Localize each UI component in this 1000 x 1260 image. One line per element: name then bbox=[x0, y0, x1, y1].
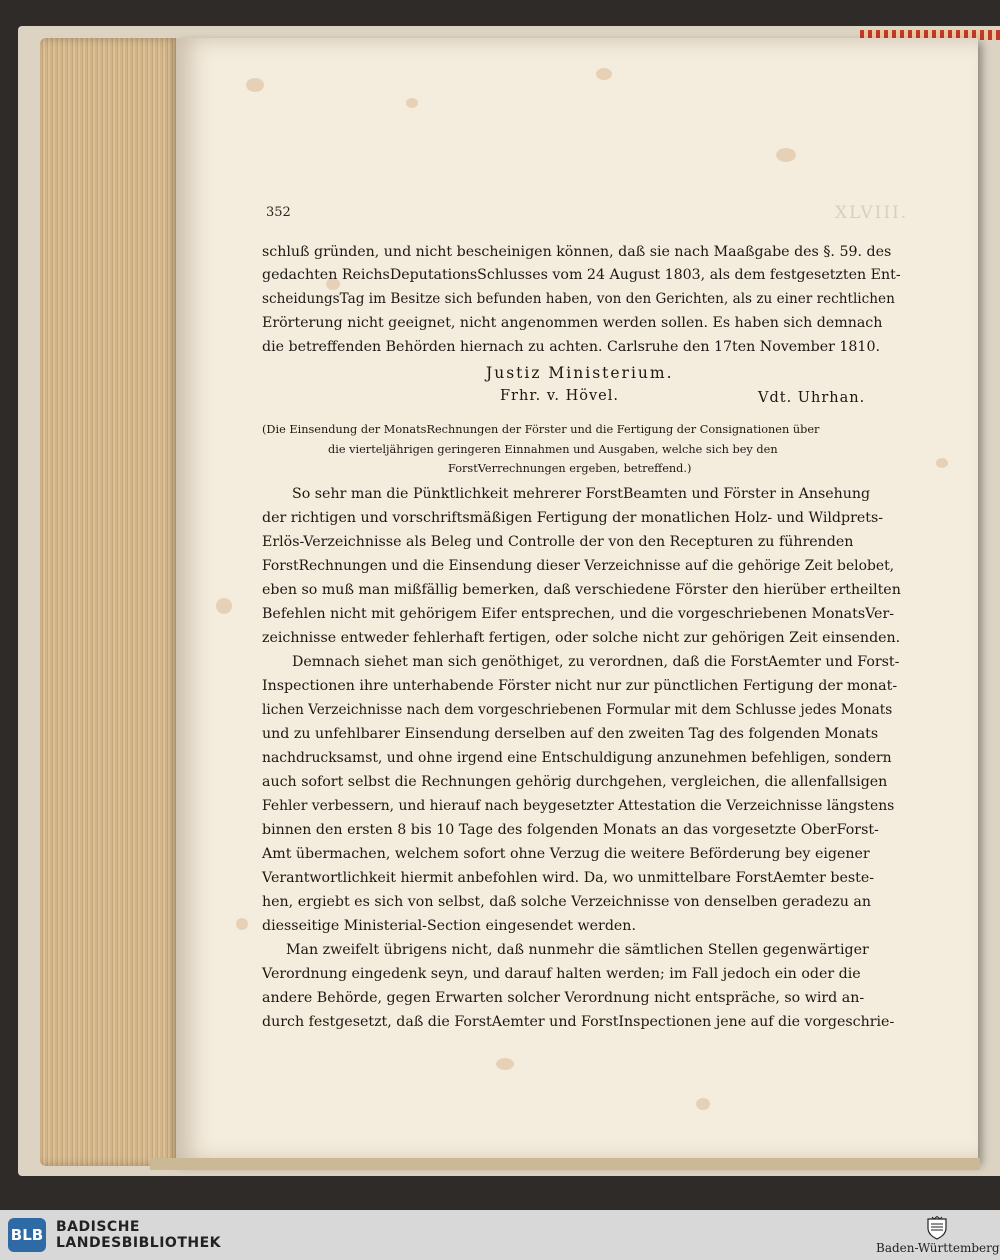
text-line: lichen Verzeichnisse nach dem vorgeschriebenen Formular mit dem Schlusse jedes Monats bbox=[262, 702, 893, 718]
text-line: durch festgesetzt, daß die ForstAemter und ForstInspectionen jene auf die vorgeschrie- bbox=[262, 1014, 895, 1030]
text-line: gedachten ReichsDeputationsSchlusses vom 24 August 1803, als dem festgesetzten Ent- bbox=[262, 267, 901, 283]
library-name-line2: LANDESBIBLIOTHEK bbox=[56, 1235, 222, 1251]
subject-line: ForstVerrechnungen ergeben, betreffend.) bbox=[448, 462, 692, 475]
text-line: Erlös-Verzeichnisse als Beleg und Controlle der von den Recepturen zu führenden bbox=[262, 534, 854, 550]
text-line: Erörterung nicht geeignet, nicht angenommen werden sollen. Es haben sich demnach bbox=[262, 315, 883, 331]
bleed-through-text: XLVIII. bbox=[835, 203, 909, 223]
countersignature: Vdt. Uhrhan. bbox=[758, 390, 866, 406]
text-line: Fehler verbessern, und hierauf nach beygesetzter Attestation die Verzeichnisse längstens bbox=[262, 798, 895, 814]
subject-line: (Die Einsendung der MonatsRechnungen der Förster und die Fertigung der Consignationen über bbox=[262, 423, 820, 436]
text-line: schluß gründen, und nicht bescheinigen können, daß sie nach Maaßgabe des §. 59. des bbox=[262, 244, 892, 260]
coat-of-arms-icon bbox=[926, 1216, 948, 1240]
text-line: Inspectionen ihre unterhabende Förster nicht nur zur pünctlichen Fertigung der monat- bbox=[262, 678, 898, 694]
library-name[interactable] bbox=[56, 1219, 221, 1251]
text-line: auch sofort selbst die Rechnungen gehörig durchgehen, vergleichen, die allenfallsigen bbox=[262, 774, 888, 790]
page-number: 352 bbox=[266, 205, 291, 220]
text-line: ForstRechnungen und die Einsendung dieser Verzeichnisse auf die gehörige Zeit belobet, bbox=[262, 558, 895, 574]
subject-line: die vierteljährigen geringeren Einnahmen und Ausgaben, welche sich bey den bbox=[328, 443, 778, 456]
blb-logo[interactable]: BLB bbox=[8, 1218, 46, 1252]
text-line: und zu unfehlbarer Einsendung derselben auf den zweiten Tag des folgenden Monats bbox=[262, 726, 879, 742]
text-line: die betreffenden Behörden hiernach zu achten. Carlsruhe den 17ten November 1810. bbox=[262, 339, 880, 355]
page-block-edge bbox=[40, 38, 180, 1166]
text-line: der richtigen und vorschriftsmäßigen Fertigung der monatlichen Holz- und Wildprets- bbox=[262, 510, 884, 526]
text-line: scheidungsTag im Besitze sich befunden haben, von den Gerichten, als zu einer rechtlichen bbox=[262, 291, 895, 307]
text-line: Verantwortlichkeit hiermit anbefohlen wird. Da, wo unmittelbare ForstAemter beste- bbox=[262, 870, 875, 886]
signatory: Frhr. v. Hövel. bbox=[500, 388, 619, 404]
text-line: So sehr man die Pünktlichkeit mehrerer ForstBeamten und Förster in Ansehung bbox=[292, 486, 871, 502]
page-bottom-edge bbox=[150, 1158, 980, 1170]
text-line: Befehlen nicht mit gehörigem Eifer entsprechen, und die vorgeschriebenen MonatsVer- bbox=[262, 606, 895, 622]
text-line: Amt übermachen, welchem sofort ohne Verzug die weitere Beförderung bey eigener bbox=[262, 846, 870, 862]
text-line: nachdrucksamst, und ohne irgend eine Entschuldigung anzunehmen befehligen, sondern bbox=[262, 750, 892, 766]
text-line: hen, ergiebt es sich von selbst, daß solche Verzeichnisse von denselben geradezu an bbox=[262, 894, 871, 910]
text-line: Verordnung eingedenk seyn, und darauf halten werden; im Fall jedoch ein oder die bbox=[262, 966, 861, 982]
text-line: zeichnisse entweder fehlerhaft fertigen, oder solche nicht zur gehörigen Zeit einsenden. bbox=[262, 630, 901, 646]
text-line: binnen den ersten 8 bis 10 Tage des folgenden Monats an das vorgesetzte OberForst- bbox=[262, 822, 879, 838]
state-name[interactable]: Baden-Württemberg bbox=[876, 1241, 1000, 1255]
text-line: andere Behörde, gegen Erwarten solcher Verordnung nicht entspräche, so wird an- bbox=[262, 990, 865, 1006]
viewer-footer bbox=[0, 1210, 1000, 1260]
text-line: diesseitige Ministerial-Section eingesendet werden. bbox=[262, 918, 636, 934]
text-line: Man zweifelt übrigens nicht, daß nunmehr die sämtlichen Stellen gegenwärtiger bbox=[286, 942, 869, 958]
text-line: Demnach siehet man sich genöthiget, zu verordnen, daß die ForstAemter und Forst- bbox=[292, 654, 900, 670]
text-line: eben so muß man mißfällig bemerken, daß verschiedene Förster den hierüber ertheilten bbox=[262, 582, 901, 598]
library-name-line1: BADISCHE bbox=[56, 1219, 140, 1235]
ministry-heading: Justiz Ministerium. bbox=[486, 364, 674, 382]
